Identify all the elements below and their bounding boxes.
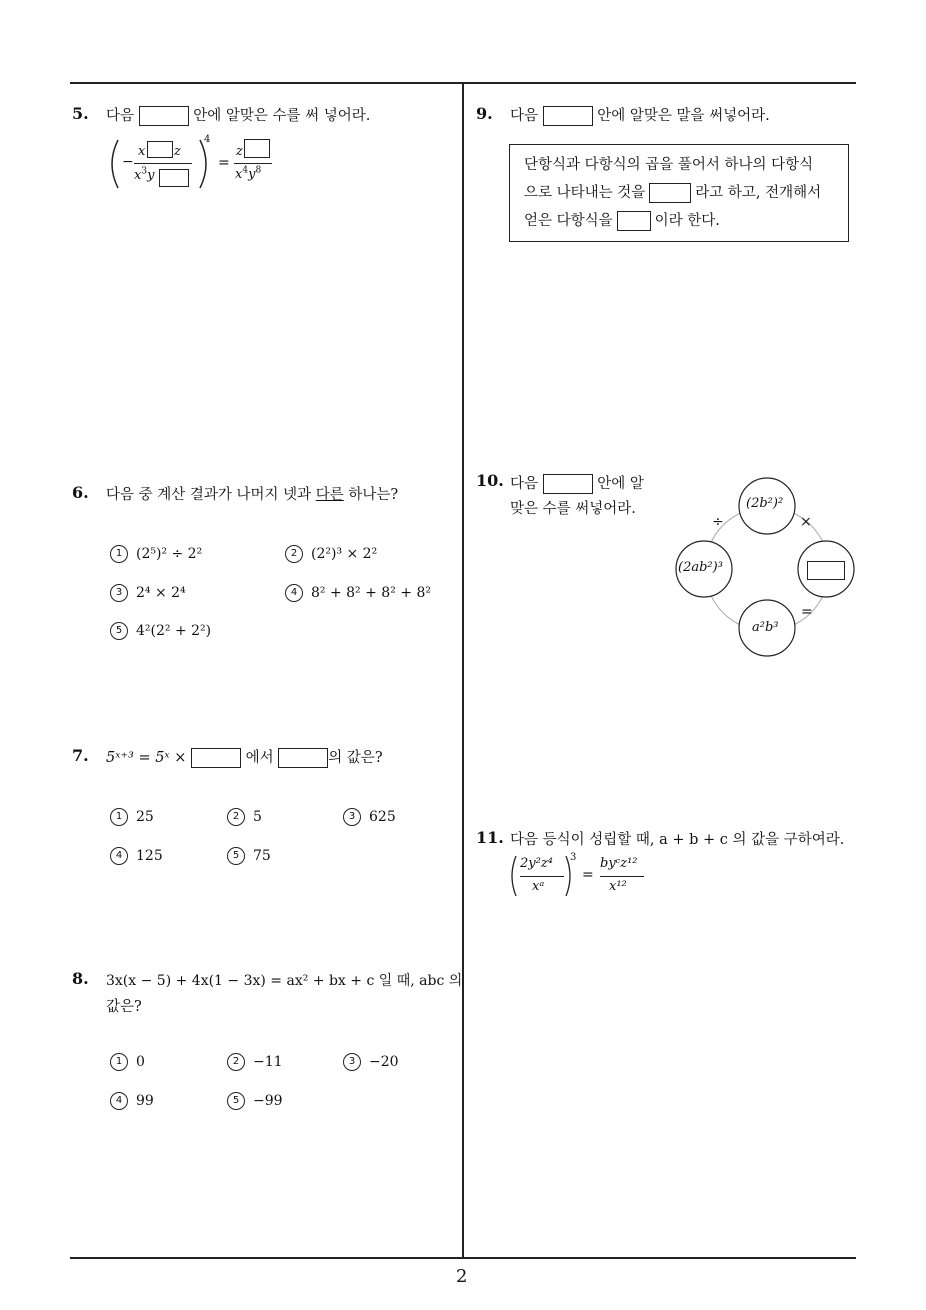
q8-option-4[interactable]: 4 99 xyxy=(110,1092,154,1110)
q5-instruction: 다음 안에 알맞은 수를 써 넣어라. xyxy=(106,108,371,124)
q8-line-2: 값은? xyxy=(106,999,142,1015)
q9-box-line-3: 얻은 다항식을 이라 한다. xyxy=(524,213,720,229)
q5-blank-1 xyxy=(147,141,173,158)
q7-option-2[interactable]: 2 5 xyxy=(227,808,262,826)
q5-rhs-z: z xyxy=(236,144,243,159)
q6-option-2[interactable]: 2 (2²)³ × 2² xyxy=(285,545,377,563)
q11-rhs-bar xyxy=(600,876,644,877)
q7-option-1[interactable]: 1 25 xyxy=(110,808,154,826)
q8-number: 8. xyxy=(72,969,89,988)
q11-lhs-num: 2y²z⁴ xyxy=(520,856,553,871)
q11-rhs-den: x¹² xyxy=(609,879,627,894)
q5-outer-exp: 4 xyxy=(204,134,211,145)
q5-number: 5. xyxy=(72,104,89,123)
q5-rhs-den: $x^4y^8$ xyxy=(235,165,262,182)
q6-option-5[interactable]: 5 4²(2² + 2²) xyxy=(110,622,211,640)
q10-eq-op: = xyxy=(801,604,813,620)
q9-box-line-1: 단항식과 다항식의 곱을 풀어서 하나의 다항식 xyxy=(524,157,814,173)
q11-lhs-den: xᵃ xyxy=(532,879,545,894)
q7-option-4[interactable]: 4 125 xyxy=(110,847,163,865)
q6-option-3[interactable]: 3 2⁴ × 2⁴ xyxy=(110,584,186,602)
q10-left-term: (2ab²)³ xyxy=(678,560,723,575)
q7-option-3[interactable]: 3 625 xyxy=(343,808,396,826)
q6-option-4[interactable]: 4 8² + 8² + 8² + 8² xyxy=(285,584,431,602)
q7-number: 7. xyxy=(72,746,89,765)
q5-den-x: $x^3y$ xyxy=(134,166,155,183)
q5-num-z: z xyxy=(174,144,181,159)
q11-number: 11. xyxy=(476,828,504,847)
q5-blank-sample xyxy=(139,106,189,126)
q11-equation xyxy=(508,852,668,900)
q7-option-5[interactable]: 5 75 xyxy=(227,847,271,865)
q11-eq: = xyxy=(582,867,594,883)
q10-div-op: ÷ xyxy=(712,514,724,530)
q11-lhs-exp: 3 xyxy=(570,852,577,863)
q9-statement-box xyxy=(509,144,849,242)
q10-bottom-term: a²b³ xyxy=(752,620,779,635)
bottom-rule xyxy=(70,1257,856,1259)
q9-blank-2 xyxy=(617,211,651,231)
q8-option-1[interactable]: 1 0 xyxy=(110,1053,145,1071)
q9-instruction: 다음 안에 알맞은 말을 써넣어라. xyxy=(510,108,770,124)
q8-option-2[interactable]: 2 −11 xyxy=(227,1053,283,1071)
q10-blank-sample xyxy=(543,474,593,494)
q11-question: 다음 등식이 성립할 때, a + b + c 의 값을 구하여라. xyxy=(510,832,845,848)
q11-lhs-bar xyxy=(520,876,564,877)
page-number: 2 xyxy=(456,1266,468,1287)
q9-blank-1 xyxy=(649,183,691,203)
q5-blank-2 xyxy=(159,169,189,187)
q10-number: 10. xyxy=(476,471,504,490)
q5-frac-bar xyxy=(134,163,192,164)
q5-neg-sign: − xyxy=(122,154,134,170)
q9-box-line-2: 으로 나타내는 것을 라고 하고, 전개해서 xyxy=(524,185,822,201)
q5-blank-3 xyxy=(244,139,270,158)
q5-rhs-frac-bar xyxy=(234,163,272,164)
q10-mul-op: × xyxy=(800,514,812,530)
q10-top-term: (2b²)² xyxy=(746,496,784,511)
q9-blank-sample xyxy=(543,106,593,126)
q5-num-x: x xyxy=(138,144,146,159)
q7-blank-1 xyxy=(191,748,241,768)
q10-line-1: 다음 안에 알 xyxy=(510,476,644,492)
q6-question: 다음 중 계산 결과가 나머지 넷과 다른 하나는? xyxy=(106,487,399,503)
q10-cycle-diagram xyxy=(670,476,860,662)
column-divider xyxy=(462,82,464,1258)
q8-line-1: 3x(x − 5) + 4x(1 − 3x) = ax² + bx + c 일 때, abc 의 xyxy=(106,973,463,989)
q8-option-5[interactable]: 5 −99 xyxy=(227,1092,283,1110)
q7-blank-2 xyxy=(278,748,328,768)
q9-number: 9. xyxy=(476,104,493,123)
q10-answer-blank xyxy=(807,561,845,580)
q5-equation xyxy=(104,136,284,196)
q7-question: 5ˣ⁺³ = 5ˣ × 에서 의 값은? xyxy=(106,750,383,766)
q10-line-2: 맞은 수를 써넣어라. xyxy=(510,501,636,517)
q6-number: 6. xyxy=(72,483,89,502)
q8-option-3[interactable]: 3 −20 xyxy=(343,1053,399,1071)
q6-option-1[interactable]: 1 (2⁵)² ÷ 2² xyxy=(110,545,202,563)
q5-eq: = xyxy=(218,155,230,171)
q11-rhs-num: byᶜz¹² xyxy=(600,856,638,871)
